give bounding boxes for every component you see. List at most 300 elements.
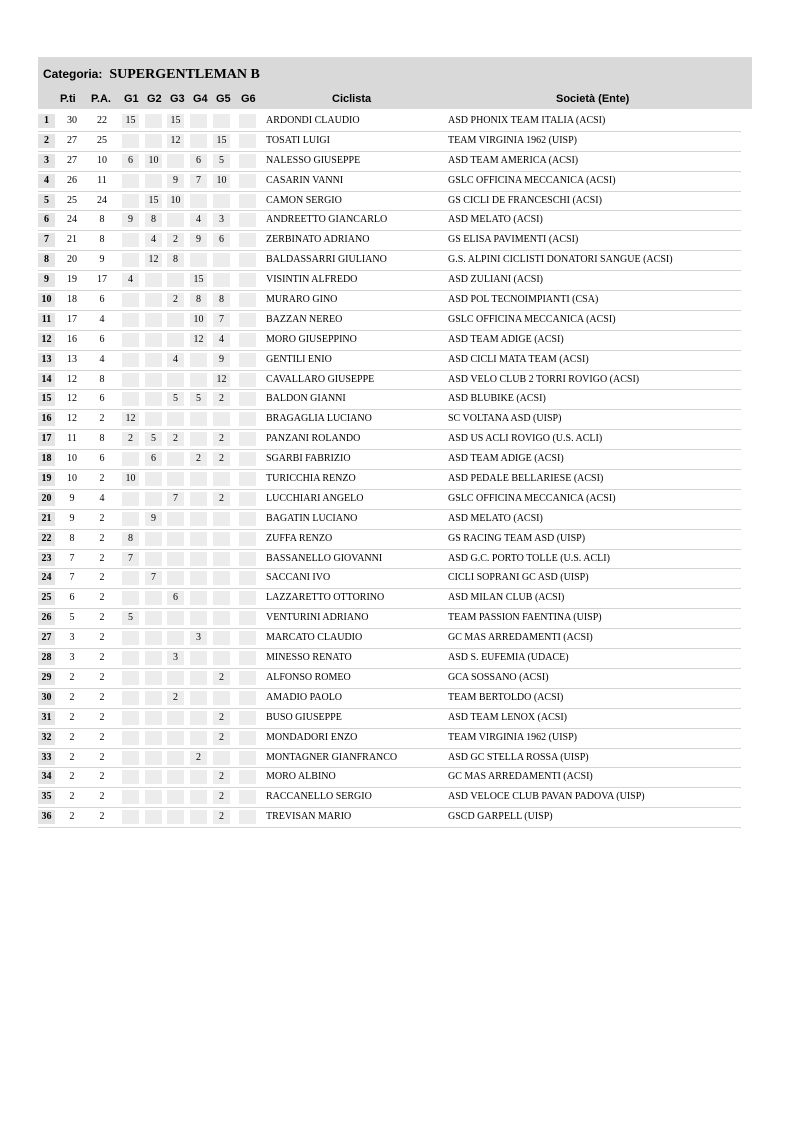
g6-cell <box>239 333 256 347</box>
g3-cell: 2 <box>167 691 184 705</box>
rank-cell: 30 <box>38 691 55 705</box>
g6-cell <box>239 810 256 824</box>
g3-cell: 7 <box>167 492 184 506</box>
g2-cell <box>145 552 162 566</box>
rider-name: MINESSO RENATO <box>266 652 352 664</box>
races-cell: 8 <box>99 214 105 226</box>
g1-cell <box>122 651 139 665</box>
column-header-pti: P.ti <box>60 93 76 105</box>
category-heading <box>43 67 260 83</box>
header-band <box>38 57 752 109</box>
table-row <box>38 390 741 410</box>
g3-cell <box>167 213 184 227</box>
g4-cell: 2 <box>190 751 207 765</box>
points-cell: 30 <box>67 115 77 126</box>
g2-cell <box>145 591 162 605</box>
points-cell: 2 <box>69 791 75 803</box>
rank-cell: 23 <box>38 552 55 566</box>
g1-cell <box>122 691 139 705</box>
g4-cell <box>190 591 207 605</box>
club-name: CICLI SOPRANI GC ASD (UISP) <box>448 572 589 584</box>
races-cell: 4 <box>99 313 105 325</box>
points-cell: 12 <box>67 393 77 405</box>
g5-cell <box>213 751 230 765</box>
g1-cell: 10 <box>122 472 139 486</box>
g3-cell: 6 <box>167 591 184 605</box>
points-cell: 24 <box>67 214 77 226</box>
g5-cell <box>213 273 230 287</box>
rank-cell: 26 <box>38 611 55 625</box>
races-cell: 2 <box>99 612 105 624</box>
points-cell: 10 <box>67 473 77 485</box>
g1-cell <box>122 293 139 307</box>
table-row <box>38 112 741 132</box>
club-name: GS ELISA PAVIMENTI (ACSI) <box>448 234 579 246</box>
g6-cell <box>239 552 256 566</box>
g1-cell <box>122 253 139 267</box>
races-cell: 2 <box>99 592 105 604</box>
rider-name: SGARBI FABRIZIO <box>266 453 351 465</box>
g1-cell <box>122 711 139 725</box>
rider-name: BRAGAGLIA LUCIANO <box>266 413 372 425</box>
g1-cell <box>122 452 139 466</box>
rank-cell: 8 <box>38 253 55 267</box>
g2-cell <box>145 472 162 486</box>
rider-name: ARDONDI CLAUDIO <box>266 115 360 126</box>
points-cell: 12 <box>67 373 77 385</box>
points-cell: 18 <box>67 294 77 306</box>
g4-cell <box>190 412 207 426</box>
club-name: ASD CICLI MATA TEAM (ACSI) <box>448 353 589 365</box>
rider-name: ALFONSO ROMEO <box>266 671 351 683</box>
g1-cell <box>122 731 139 745</box>
g4-cell <box>190 492 207 506</box>
rider-name: TREVISAN MARIO <box>266 811 352 823</box>
rider-name: MONDADORI ENZO <box>266 731 358 743</box>
g3-cell <box>167 731 184 745</box>
rider-name: TURICCHIA RENZO <box>266 473 356 485</box>
club-name: ASD POL TECNOIMPIANTI (CSA) <box>448 294 599 306</box>
club-name: ASD G.C. PORTO TOLLE (U.S. ACLI) <box>448 552 610 564</box>
g3-cell <box>167 671 184 685</box>
races-cell: 6 <box>99 333 105 345</box>
g3-cell <box>167 472 184 486</box>
rider-name: VENTURINI ADRIANO <box>266 612 369 624</box>
g1-cell <box>122 751 139 765</box>
g3-cell <box>167 751 184 765</box>
rider-name: ZUFFA RENZO <box>266 532 333 544</box>
points-cell: 7 <box>69 552 75 564</box>
g2-cell <box>145 651 162 665</box>
points-cell: 2 <box>69 711 75 723</box>
g3-cell: 9 <box>167 174 184 188</box>
g4-cell <box>190 711 207 725</box>
club-name: ASD MELATO (ACSI) <box>448 512 543 524</box>
club-name: ASD TEAM LENOX (ACSI) <box>448 711 567 723</box>
club-name: SC VOLTANA ASD (UISP) <box>448 413 562 425</box>
g2-cell: 4 <box>145 233 162 247</box>
table-row <box>38 510 741 530</box>
g3-cell: 8 <box>167 253 184 267</box>
rider-name: VISINTIN ALFREDO <box>266 274 358 286</box>
column-header-g6: G6 <box>241 93 256 105</box>
rider-name: TOSATI LUIGI <box>266 134 330 146</box>
rider-name: BAGATIN LUCIANO <box>266 512 358 524</box>
g6-cell <box>239 213 256 227</box>
points-cell: 9 <box>69 512 75 524</box>
g2-cell <box>145 134 162 148</box>
races-cell: 2 <box>99 632 105 644</box>
category-name: SUPERGENTLEMAN B <box>109 67 260 82</box>
g3-cell <box>167 770 184 784</box>
rider-name: BALDASSARRI GIULIANO <box>266 254 387 266</box>
rank-cell: 12 <box>38 333 55 347</box>
g2-cell: 5 <box>145 432 162 446</box>
g5-cell: 2 <box>213 770 230 784</box>
rank-cell: 4 <box>38 174 55 188</box>
g4-cell <box>190 353 207 367</box>
column-header-g2: G2 <box>147 93 162 105</box>
table-row <box>38 311 741 331</box>
g4-cell: 5 <box>190 392 207 406</box>
rank-cell: 25 <box>38 591 55 605</box>
g5-cell <box>213 532 230 546</box>
rank-cell: 9 <box>38 273 55 287</box>
points-cell: 16 <box>67 333 77 345</box>
g4-cell <box>190 810 207 824</box>
rider-name: CAVALLARO GIUSEPPE <box>266 373 375 385</box>
g2-cell <box>145 691 162 705</box>
points-cell: 11 <box>67 433 77 445</box>
g3-cell <box>167 790 184 804</box>
races-cell: 8 <box>99 373 105 385</box>
g5-cell: 2 <box>213 731 230 745</box>
rank-cell: 20 <box>38 492 55 506</box>
g5-cell <box>213 651 230 665</box>
g1-cell: 6 <box>122 154 139 168</box>
table-row <box>38 550 741 570</box>
g2-cell <box>145 333 162 347</box>
races-cell: 2 <box>99 791 105 803</box>
points-cell: 2 <box>69 731 75 743</box>
club-name: GS CICLI DE FRANCESCHI (ACSI) <box>448 194 602 206</box>
g4-cell <box>190 253 207 267</box>
g6-cell <box>239 611 256 625</box>
g6-cell <box>239 711 256 725</box>
points-cell: 9 <box>69 492 75 504</box>
rank-cell: 6 <box>38 213 55 227</box>
races-cell: 11 <box>97 174 107 186</box>
races-cell: 2 <box>99 811 105 823</box>
club-name: ASD TEAM ADIGE (ACSI) <box>448 333 564 345</box>
g6-cell <box>239 512 256 526</box>
g3-cell <box>167 154 184 168</box>
races-cell: 8 <box>99 234 105 246</box>
g4-cell: 8 <box>190 293 207 307</box>
g1-cell <box>122 631 139 645</box>
g6-cell <box>239 253 256 267</box>
g4-cell <box>190 472 207 486</box>
rank-cell: 16 <box>38 412 55 426</box>
table-row <box>38 808 741 828</box>
g5-cell <box>213 253 230 267</box>
g6-cell <box>239 731 256 745</box>
club-name: ASD S. EUFEMIA (UDACE) <box>448 652 569 664</box>
rank-cell: 19 <box>38 472 55 486</box>
g4-cell: 10 <box>190 313 207 327</box>
table-row <box>38 609 741 629</box>
table-row <box>38 569 741 589</box>
g5-cell <box>213 611 230 625</box>
points-cell: 2 <box>69 691 75 703</box>
column-header-g1: G1 <box>124 93 139 105</box>
g3-cell: 15 <box>167 114 184 128</box>
g2-cell <box>145 631 162 645</box>
club-name: TEAM PASSION FAENTINA (UISP) <box>448 612 602 624</box>
rider-name: CAMON SERGIO <box>266 194 342 206</box>
table-row <box>38 709 741 729</box>
table-row <box>38 689 741 709</box>
club-name: GC MAS ARREDAMENTI (ACSI) <box>448 771 593 783</box>
rank-cell: 18 <box>38 452 55 466</box>
g3-cell <box>167 512 184 526</box>
rank-cell: 22 <box>38 532 55 546</box>
g1-cell: 12 <box>122 412 139 426</box>
table-row <box>38 629 741 649</box>
club-name: TEAM BERTOLDO (ACSI) <box>448 691 564 703</box>
table-row <box>38 430 741 450</box>
column-header-g3: G3 <box>170 93 185 105</box>
rank-cell: 31 <box>38 711 55 725</box>
g6-cell <box>239 373 256 387</box>
g6-cell <box>239 472 256 486</box>
g6-cell <box>239 671 256 685</box>
g4-cell: 7 <box>190 174 207 188</box>
g6-cell <box>239 174 256 188</box>
rider-name: PANZANI ROLANDO <box>266 433 361 445</box>
g1-cell <box>122 512 139 526</box>
rank-cell: 36 <box>38 810 55 824</box>
races-cell: 24 <box>97 194 107 206</box>
g6-cell <box>239 532 256 546</box>
g3-cell: 2 <box>167 293 184 307</box>
rank-cell: 24 <box>38 571 55 585</box>
g5-cell <box>213 571 230 585</box>
g4-cell: 2 <box>190 452 207 466</box>
g2-cell: 10 <box>145 154 162 168</box>
table-row <box>38 271 741 291</box>
club-name: GC MAS ARREDAMENTI (ACSI) <box>448 632 593 644</box>
rider-name: NALESSO GIUSEPPE <box>266 154 361 166</box>
table-row <box>38 589 741 609</box>
races-cell: 6 <box>99 453 105 465</box>
category-label: Categoria: <box>43 67 103 81</box>
g4-cell <box>190 671 207 685</box>
g1-cell <box>122 810 139 824</box>
g5-cell: 4 <box>213 333 230 347</box>
g5-cell: 8 <box>213 293 230 307</box>
g3-cell <box>167 810 184 824</box>
rider-name: RACCANELLO SERGIO <box>266 791 372 803</box>
races-cell: 10 <box>97 154 107 166</box>
g5-cell <box>213 512 230 526</box>
g2-cell: 6 <box>145 452 162 466</box>
g5-cell: 6 <box>213 233 230 247</box>
club-name: ASD VELO CLUB 2 TORRI ROVIGO (ACSI) <box>448 373 640 385</box>
column-header-rider: Ciclista <box>332 93 372 105</box>
g1-cell <box>122 194 139 208</box>
table-row <box>38 211 741 231</box>
rank-cell: 21 <box>38 512 55 526</box>
club-name: GSLC OFFICINA MECCANICA (ACSI) <box>448 313 616 325</box>
standings-table <box>38 112 741 828</box>
points-cell: 12 <box>67 413 77 425</box>
points-cell: 13 <box>67 353 77 365</box>
g1-cell: 8 <box>122 532 139 546</box>
g2-cell: 15 <box>145 194 162 208</box>
g5-cell: 5 <box>213 154 230 168</box>
g3-cell <box>167 273 184 287</box>
g5-cell <box>213 631 230 645</box>
g2-cell: 12 <box>145 253 162 267</box>
g4-cell <box>190 532 207 546</box>
rank-cell: 3 <box>38 154 55 168</box>
rank-cell: 27 <box>38 631 55 645</box>
club-name: GSCD GARPELL (UISP) <box>448 811 553 823</box>
club-name: GSLC OFFICINA MECCANICA (ACSI) <box>448 174 616 186</box>
rider-name: BUSO GIUSEPPE <box>266 711 342 723</box>
g2-cell <box>145 711 162 725</box>
g1-cell <box>122 770 139 784</box>
races-cell: 2 <box>99 532 105 544</box>
points-cell: 19 <box>67 274 77 286</box>
rider-name: ANDREETTO GIANCARLO <box>266 214 388 226</box>
rider-name: MONTAGNER GIANFRANCO <box>266 751 398 763</box>
g3-cell: 4 <box>167 353 184 367</box>
points-cell: 6 <box>69 592 75 604</box>
g3-cell: 3 <box>167 651 184 665</box>
table-row <box>38 649 741 669</box>
club-name: G.S. ALPINI CICLISTI DONATORI SANGUE (ACSI) <box>448 254 673 266</box>
races-cell: 2 <box>99 652 105 664</box>
g2-cell <box>145 790 162 804</box>
g6-cell <box>239 134 256 148</box>
table-row <box>38 410 741 430</box>
points-cell: 7 <box>69 572 75 584</box>
races-cell: 22 <box>97 115 107 126</box>
club-name: ASD MELATO (ACSI) <box>448 214 543 226</box>
g3-cell <box>167 611 184 625</box>
races-cell: 2 <box>99 751 105 763</box>
g6-cell <box>239 651 256 665</box>
rank-cell: 28 <box>38 651 55 665</box>
g5-cell: 2 <box>213 452 230 466</box>
g6-cell <box>239 114 256 128</box>
points-cell: 20 <box>67 254 77 266</box>
g3-cell <box>167 333 184 347</box>
club-name: ASD US ACLI ROVIGO (U.S. ACLI) <box>448 433 603 445</box>
rider-name: BASSANELLO GIOVANNI <box>266 552 383 564</box>
points-cell: 27 <box>67 154 77 166</box>
g6-cell <box>239 194 256 208</box>
table-row <box>38 231 741 251</box>
g3-cell <box>167 373 184 387</box>
rider-name: SACCANI IVO <box>266 572 331 584</box>
g6-cell <box>239 154 256 168</box>
club-name: ASD VELOCE CLUB PAVAN PADOVA (UISP) <box>448 791 645 803</box>
g3-cell <box>167 452 184 466</box>
g6-cell <box>239 353 256 367</box>
g6-cell <box>239 233 256 247</box>
g5-cell <box>213 114 230 128</box>
g5-cell: 2 <box>213 671 230 685</box>
g2-cell <box>145 392 162 406</box>
g1-cell <box>122 353 139 367</box>
g5-cell: 2 <box>213 432 230 446</box>
rank-cell: 15 <box>38 392 55 406</box>
g5-cell <box>213 194 230 208</box>
g4-cell <box>190 114 207 128</box>
g2-cell <box>145 611 162 625</box>
g6-cell <box>239 392 256 406</box>
g3-cell <box>167 711 184 725</box>
club-name: ASD PEDALE BELLARIESE (ACSI) <box>448 473 604 485</box>
g5-cell: 12 <box>213 373 230 387</box>
g2-cell <box>145 810 162 824</box>
rank-cell: 13 <box>38 353 55 367</box>
table-row <box>38 371 741 391</box>
races-cell: 4 <box>99 492 105 504</box>
g4-cell: 9 <box>190 233 207 247</box>
g4-cell <box>190 611 207 625</box>
rank-cell: 10 <box>38 293 55 307</box>
g5-cell <box>213 472 230 486</box>
g1-cell: 7 <box>122 552 139 566</box>
club-name: GS RACING TEAM ASD (UISP) <box>448 532 586 544</box>
g1-cell <box>122 134 139 148</box>
table-row <box>38 749 741 769</box>
points-cell: 2 <box>69 751 75 763</box>
rank-cell: 7 <box>38 233 55 247</box>
points-cell: 2 <box>69 771 75 783</box>
points-cell: 2 <box>69 671 75 683</box>
races-cell: 9 <box>99 254 105 266</box>
g2-cell <box>145 492 162 506</box>
g3-cell <box>167 552 184 566</box>
table-row <box>38 152 741 172</box>
g6-cell <box>239 293 256 307</box>
g5-cell: 2 <box>213 392 230 406</box>
races-cell: 2 <box>99 711 105 723</box>
g2-cell <box>145 273 162 287</box>
races-cell: 2 <box>99 771 105 783</box>
g2-cell <box>145 353 162 367</box>
table-row <box>38 669 741 689</box>
rank-cell: 2 <box>38 134 55 148</box>
column-header-pa: P.A. <box>91 93 111 105</box>
points-cell: 3 <box>69 652 75 664</box>
g3-cell <box>167 412 184 426</box>
table-row <box>38 768 741 788</box>
g4-cell: 15 <box>190 273 207 287</box>
table-row <box>38 450 741 470</box>
g5-cell: 2 <box>213 790 230 804</box>
table-row <box>38 490 741 510</box>
g2-cell: 7 <box>145 571 162 585</box>
g1-cell <box>122 392 139 406</box>
rank-cell: 17 <box>38 432 55 446</box>
rider-name: LAZZARETTO OTTORINO <box>266 592 385 604</box>
